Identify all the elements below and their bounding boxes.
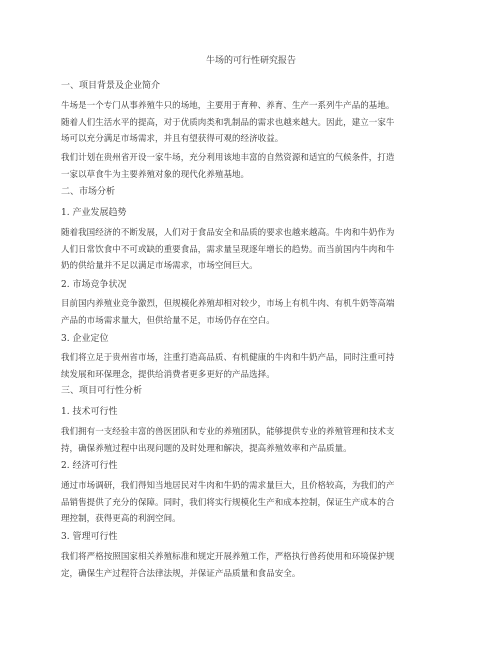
text-line: 产品的市场需求量大，但供给量不足，市场仍存在空白。 xyxy=(61,315,275,326)
text-line: 我们拥有一支经验丰富的兽医团队和专业的养殖团队，能够提供专业的养殖管理和技术支 xyxy=(61,427,395,437)
text-line: 持，确保养殖过程中出现问题的及时处理和解决，提高养殖效率和产品质量。 xyxy=(61,443,352,454)
text-line: 一家以草食牛为主要养殖对象的现代化养殖基地。 xyxy=(61,169,250,180)
text-line: 随着我国经济的不断发展，人们对于食品安全和品质的要求也越来越高。牛肉和牛奶作为 xyxy=(61,228,395,238)
section-heading-market: 二、市场分析 xyxy=(61,187,116,197)
document-title: 牛场的可行性研究报告 xyxy=(205,56,296,66)
subheading-positioning: 3. 企业定位 xyxy=(61,334,109,344)
section-heading-feasibility: 三、项目可行性分析 xyxy=(61,386,143,396)
text-line: 奶的供给量并不足以满足市场需求，市场空间巨大。 xyxy=(61,261,258,271)
subheading-management: 3. 管理可行性 xyxy=(61,532,118,542)
paragraph-management xyxy=(61,549,451,582)
text-line: 随着人们生活水平的提高，对于优质肉类和乳制品的需求也越来越大。因此，建立一家牛 xyxy=(61,117,395,128)
paragraph-economic xyxy=(61,478,451,528)
text-line: 品销售提供了充分的保障。同时，我们将实行规模化生产和成本控制，保证生产成本的合 xyxy=(61,497,395,508)
subheading-technical: 1. 技术可行性 xyxy=(61,407,118,417)
text-line: 人们日常饮食中不可或缺的重要食品，需求量呈现逐年增长的趋势。而当前国内牛肉和牛 xyxy=(61,244,395,255)
text-line: 场可以充分满足市场需求，并且有望获得可观的经济收益。 xyxy=(61,134,284,144)
text-line: 续发展和环保理念，提供给消费者更多更好的产品选择。 xyxy=(61,369,275,380)
paragraph-competition xyxy=(61,296,451,329)
text-line: 目前国内养殖业竞争激烈，但规模化养殖却相对较少，市场上有机牛肉、有机牛奶等高端 xyxy=(61,299,395,309)
subheading-industry-trend: 1. 产业发展趋势 xyxy=(61,208,127,218)
text-line: 定，确保生产过程符合法律法规，并保证产品质量和食品安全。 xyxy=(61,568,301,579)
paragraph-positioning xyxy=(61,350,451,383)
text-line: 我们将立足于贵州省市场，注重打造高品质、有机健康的牛肉和牛奶产品，同时注重可持 xyxy=(61,353,395,363)
paragraph-background-plan xyxy=(61,150,451,183)
text-line: 牛场是一个专门从事养殖牛只的场地，主要用于育种、养育、生产一系列牛产品的基地。 xyxy=(61,101,395,111)
subheading-competition: 2. 市场竞争状况 xyxy=(61,280,127,290)
text-line: 理控制，获得更高的利润空间。 xyxy=(61,514,181,524)
section-heading-background: 一、项目背景及企业简介 xyxy=(61,81,161,91)
paragraph-background-intro xyxy=(61,98,451,148)
paragraph-technical xyxy=(61,424,451,457)
text-line: 通过市场调研，我们得知当地居民对牛肉和牛奶的需求量巨大，且价格较高，为我们的产 xyxy=(61,481,395,491)
text-line: 我们计划在贵州省开设一家牛场，充分利用该地丰富的自然资源和适宜的气候条件，打造 xyxy=(61,153,395,163)
paragraph-industry-trend xyxy=(61,225,451,275)
text-line: 我们将严格按照国家相关养殖标准和规定开展养殖工作，严格执行兽药使用和环境保护规 xyxy=(61,552,395,562)
subheading-economic: 2. 经济可行性 xyxy=(61,461,118,471)
